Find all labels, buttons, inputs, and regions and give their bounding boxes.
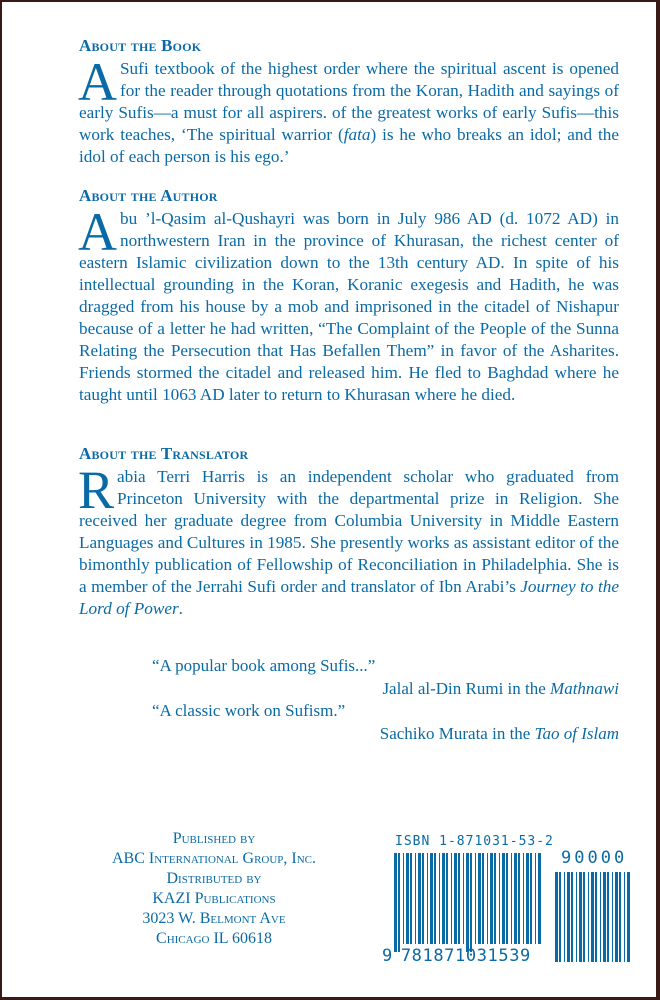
barcode-bar xyxy=(422,853,424,944)
about-author-section xyxy=(79,186,619,406)
barcode-bar xyxy=(555,872,558,962)
barcode-bar xyxy=(430,853,433,944)
about-book-section xyxy=(79,36,619,168)
barcode-bar xyxy=(439,853,440,944)
barcode-bar xyxy=(418,853,421,944)
barcode-bar xyxy=(458,853,460,944)
barcode-bar xyxy=(559,872,561,962)
barcode-bar xyxy=(571,872,573,962)
quote-attribution: Sachiko Murata in the Tao of Islam xyxy=(379,723,619,743)
barcode-bar xyxy=(627,872,630,962)
barcode-bar xyxy=(482,853,484,944)
barcode-bar xyxy=(591,872,594,962)
barcode-bar xyxy=(526,853,529,944)
barcode-bars-icon xyxy=(382,834,642,964)
barcode-bar xyxy=(454,853,457,944)
barcode-bar xyxy=(624,872,625,962)
barcode-bar xyxy=(576,872,577,962)
barcode-bar xyxy=(494,853,496,944)
barcode-bar xyxy=(499,853,500,944)
barcode-bar xyxy=(463,853,464,944)
barcode-bar xyxy=(451,853,452,944)
about-translator-section xyxy=(79,444,619,620)
barcode-bar xyxy=(410,853,412,944)
quote-attribution: Jalal al-Din Rumi in the Mathnawi xyxy=(382,678,619,698)
barcode-bar xyxy=(487,853,488,944)
barcode-bar xyxy=(442,853,445,944)
barcode-bar xyxy=(511,853,512,944)
publisher-line: Chicago IL 60618 xyxy=(156,930,272,947)
barcode-bar xyxy=(603,872,606,962)
barcode-bar xyxy=(466,853,469,952)
publisher-info xyxy=(94,829,334,949)
barcode-bar xyxy=(446,853,448,944)
barcode-bar xyxy=(595,872,597,962)
barcode-bar xyxy=(506,853,508,944)
barcode-bar xyxy=(415,853,416,944)
dropcap: A xyxy=(78,52,117,112)
barcode-bar xyxy=(475,853,476,944)
barcode-bar xyxy=(612,872,613,962)
barcode-bar xyxy=(588,872,589,962)
barcode-bar xyxy=(403,853,404,944)
price-code: 90000 xyxy=(561,848,628,868)
publisher-line: ABC International Group, Inc. xyxy=(111,850,317,867)
ean-digits: 9 781871031539 xyxy=(382,946,531,966)
about-translator-heading: About the Translator xyxy=(79,444,249,463)
barcode-bar xyxy=(434,853,436,944)
dropcap: R xyxy=(78,460,115,520)
barcode-bar xyxy=(478,853,481,944)
barcode-bar xyxy=(583,872,585,962)
book-back-cover xyxy=(2,2,656,997)
barcode-bar xyxy=(607,872,609,962)
about-book-text: A Sufi textbook of the highest order where the spiritual ascent is opened for the reader through quotations from the Koran, Hadith and sayings of early Sufis—a must for all aspirers. of the greatest works of early Sufis—this work teaches, ‘The spiritual warrior (fata) is he who breaks an idol; and the idol of each person is his ego.’ xyxy=(78,52,619,166)
publisher-line: 3023 W. Belmont Ave xyxy=(142,910,286,927)
barcode-bar xyxy=(535,853,536,944)
about-book-heading: About the Book xyxy=(79,36,202,55)
publisher-line: KAZI Publications xyxy=(152,890,276,907)
publisher-line: Distributed by xyxy=(166,870,262,887)
dropcap: A xyxy=(78,202,117,262)
isbn-barcode xyxy=(382,834,642,964)
barcode-bar xyxy=(502,853,505,944)
barcode-bar xyxy=(406,853,409,944)
barcode-bar xyxy=(567,872,570,962)
barcode-bar xyxy=(394,853,397,952)
quote-text: “A classic work on Sufism.” xyxy=(152,701,346,720)
barcode-bar xyxy=(470,853,472,952)
barcode-bar xyxy=(579,872,582,962)
barcode-bar xyxy=(530,853,532,944)
about-translator-text: Rabia Terri Harris is an independent scholar who graduated from Princeton University with the departmental prize in Religion. She received her graduate degree from Columbia University in Middle Eastern Languages and Cultures in 1985. She presently works as assistant editor of the bimonthly publication of Fellowship of Reconciliation in Philadelphia. She is a member of the Jerrahi Sufi order and translator of Ibn Arabi’s Journey to the Lord of Power. xyxy=(78,460,619,618)
barcode-bar xyxy=(523,853,524,944)
about-author-text: Abu ’l-Qasim al-Qushayri was born in July 986 AD (d. 1072 AD) in northwestern Iran in the province of Khurasan, the richest center of eastern Islamic civilization down to the 13th century AD. In spite of his intellectual grounding in the Koran, Koranic exegesis and Hadith, he was dragged from his house by a mob and imprisoned in the citadel of Nishapur because of a letter he had written, “The Complaint of the People of the Sunna Relating the Persecution that Has Befallen Them” in favor of the Asharites. Friends stormed the citadel and released him. He fled to Baghdad where he taught until 1063 AD later to return to Khurasan where he died. xyxy=(78,202,619,404)
endorsements xyxy=(152,655,619,745)
publisher-line: Published by xyxy=(172,830,256,847)
barcode-bar xyxy=(518,853,520,944)
barcode-bar xyxy=(619,872,621,962)
barcode-bar xyxy=(398,853,400,952)
barcode-bar xyxy=(600,872,601,962)
barcode-bar xyxy=(538,853,541,944)
about-author-heading: About the Author xyxy=(79,186,218,205)
barcode-bar xyxy=(427,853,428,944)
barcode-bar xyxy=(615,872,618,962)
isbn-label: ISBN 1-871031-53-2 xyxy=(395,834,554,849)
barcode-bar xyxy=(564,872,565,962)
barcode-bar xyxy=(514,853,517,944)
barcode-bar xyxy=(490,853,493,944)
quote-text: “A popular book among Sufis...” xyxy=(152,656,376,675)
